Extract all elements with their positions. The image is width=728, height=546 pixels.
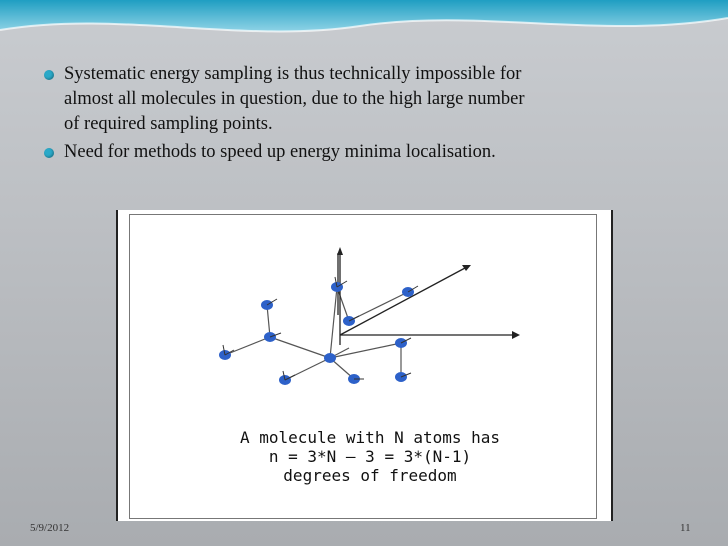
header-wave-decoration: [0, 0, 728, 60]
bullet-dot-icon: [44, 70, 54, 80]
caption-line-1: A molecule with N atoms has: [239, 428, 501, 447]
bullet-dot-icon: [44, 148, 54, 158]
bullet-item: [40, 62, 700, 137]
footer-date: 5/9/2012: [30, 522, 70, 534]
figure-caption: [200, 428, 540, 485]
bullet-text-continued: almost all molecules in question, due to the high large number: [64, 89, 525, 109]
caption-line-3: degrees of freedom: [283, 466, 457, 485]
bullet-text: Need for methods to speed up energy minima localisation.: [64, 142, 496, 162]
bullet-item: [40, 140, 700, 165]
caption-line-2: n = 3*N – 3 = 3*(N-1): [268, 447, 472, 466]
bullet-text-continued: of required sampling points.: [64, 114, 273, 134]
bullet-text: Systematic energy sampling is thus technically impossible for: [64, 64, 522, 84]
bullet-list: [40, 62, 700, 168]
footer-page-number: 11: [680, 522, 691, 534]
